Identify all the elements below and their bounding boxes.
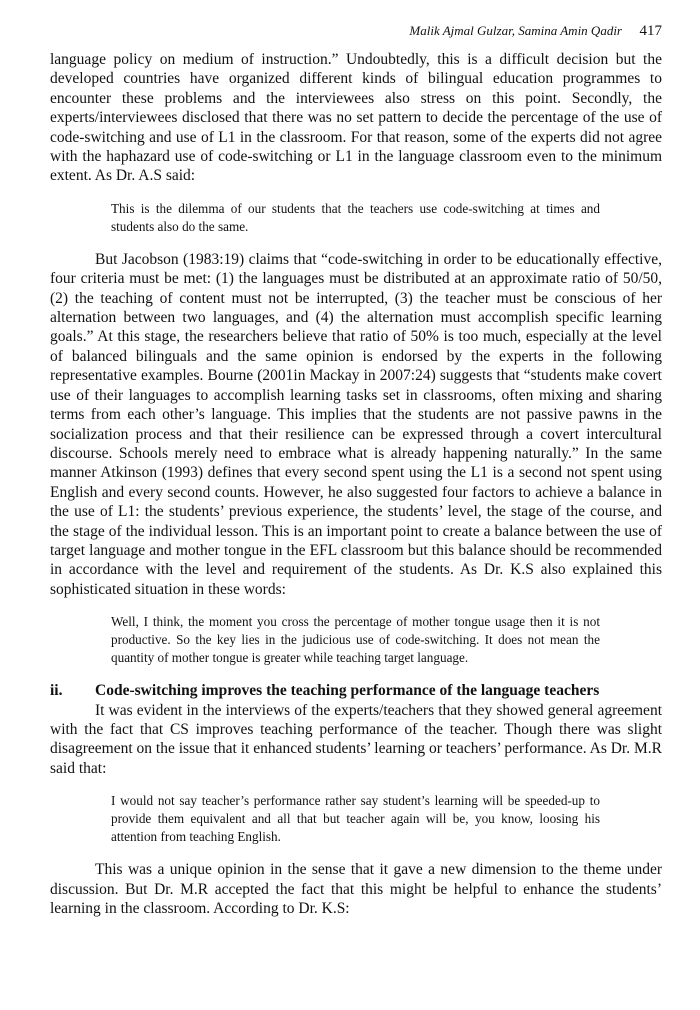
header-authors: Malik Ajmal Gulzar, Samina Amin Qadir (409, 23, 622, 38)
section-number: ii. (50, 682, 63, 700)
page-number: 417 (639, 23, 662, 39)
running-header (409, 20, 662, 43)
body-text (50, 50, 662, 918)
block-quote-1: This is the dilemma of our students that the teachers use code-switching at times and students also do the same. (111, 200, 600, 234)
section-title: Code-switching improves the teaching performance of the language teachers (95, 682, 600, 700)
paragraph-1: language policy on medium of instruction.” Undoubtedly, this is a difficult decision but the developed countries have organized different kinds of bilingual education programmes to encounter these problems and the interviewees also stress on this point. Secondly, the experts/interviewees disclosed that there was no set pattern to decide the percentage of the use of code-switching and use of L1 in the classroom. For that reason, some of the experts did not agree with the haphazard use of code-switching or L1 in the language classroom even to the minimum extent. As Dr. A.S said: (50, 51, 662, 185)
block-quote-2: Well, I think, the moment you cross the percentage of mother tongue usage then it is not productive. So the key lies in the judicious use of code-switching. It does not mean the quantity of mother tongue is greater while teaching target language. (111, 614, 600, 666)
paragraph-4: This was a unique opinion in the sense that it gave a new dimension to the theme under discussion. But Dr. M.R accepted the fact that this might be helpful to enhance the students’ learning in the classroom. According to Dr. K.S: (50, 861, 662, 917)
block-quote-3: I would not say teacher’s performance rather say student’s learning will be speeded-up to provide them equivalent and all that but teacher again will be, you know, loosing his attention from teaching English. (111, 793, 600, 845)
paragraph-2: But Jacobson (1983:19) claims that “code-switching in order to be educationally effective, four criteria must be met: (1) the languages must be distributed at an approximate ratio of 50/50, (2) the teaching of content must not be interrupted, (3) the teacher must be conscious of her alternation between two languages, and (4) the alternation must accomplish specific learning goals.” At this stage, the researchers believe that ratio of 50% is too much, especially at the level of balanced bilinguals and the same opinion is endorsed by the experts in the following representative examples. Bourne (2001in Mackay in 2007:24) suggests that “students make covert use of their languages to accomplish learning tasks set in classrooms, often mixing and sharing terms from each other’s language. This implies that the students are not passive pawns in the socialization process and that their resilience can be expressed through a covert intercultural discourse. Schools merely need to embrace what is already happening naturally.” In the same manner Atkinson (1993) defines that every second spent using the L1 is a second not spent using English and every second counts. However, he also suggested four factors to achieve a balance in the use of L1: the students’ previous experience, the students’ level, the stage of the course, and the stage of the individual lesson. This is an important point to create a balance between the use of target language and mother tongue in the EFL classroom but this balance should be recommended in accordance with the level and requirement of the students. As Dr. K.S also explained this sophisticated situation in these words: (50, 250, 662, 598)
section-heading (50, 681, 662, 700)
paragraph-3: It was evident in the interviews of the experts/teachers that they showed general agreement with the fact that CS improves teaching performance of the teacher. Though there was slight disagreement on the issue that it enhanced students’ learning or teachers’ performance. As Dr. M.R said that: (50, 701, 662, 777)
